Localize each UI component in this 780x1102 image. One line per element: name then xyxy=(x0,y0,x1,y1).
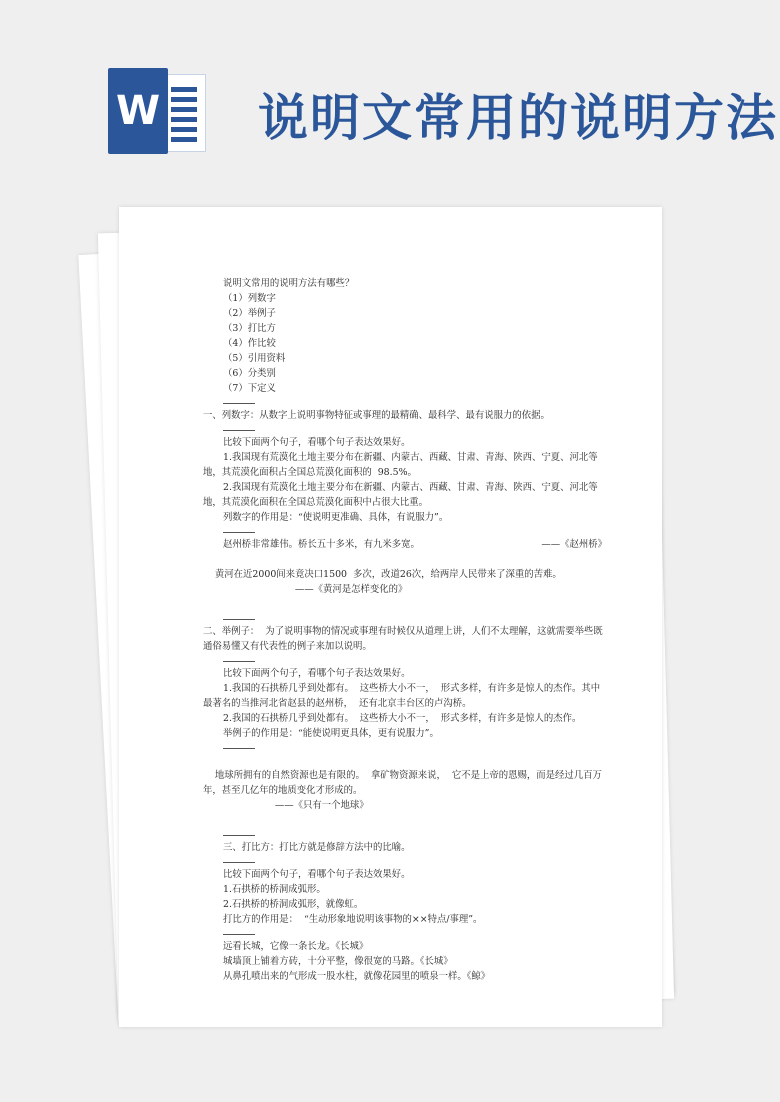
example-sentence: 1.石拱桥的桥洞成弧形。 xyxy=(223,884,326,895)
quote-line: 城墙顶上铺着方砖，十分平整，像很宽的马路。《长城》 xyxy=(223,956,453,967)
section-heading: 一、列数字：从数字上说明事物特征或事理的最精确、最科学、最有说服力的依据。 xyxy=(203,410,550,421)
divider xyxy=(223,835,255,836)
method-item: （5）引用资料 xyxy=(223,353,286,364)
quote-line: 从鼻孔喷出来的气形成一股水柱，就像花园里的喷泉一样。《鲸》 xyxy=(223,971,491,982)
method-item: （4）作比较 xyxy=(223,338,276,349)
compare-text: 比较下面两个句子，看哪个句子表达效果好。 xyxy=(223,437,411,448)
divider xyxy=(223,430,255,431)
document-content xyxy=(203,276,607,984)
divider xyxy=(223,403,255,404)
divider xyxy=(223,532,255,533)
compare-text: 比较下面两个句子，看哪个句子表达效果好。 xyxy=(223,869,411,880)
quote-line xyxy=(203,552,607,612)
example-sentence: 2.石拱桥的桥洞成弧形，就像虹。 xyxy=(223,899,364,910)
quote-text: 地球所拥有的自然资源也是有限的。 拿矿物资源来说， 它不是上帝的恩赐，而是经过几百万年，甚至几亿年的地质变化才形成的。 xyxy=(203,770,602,796)
question: 说明文常用的说明方法有哪些？ xyxy=(223,278,355,289)
method-item: （2）举例子 xyxy=(223,308,276,319)
example-sentence: 1.我国现有荒漠化土地主要分布在新疆、内蒙古、西藏、甘肃、青海、陕西、宁夏、河北等地，其荒漠化面积占全国总荒漠化面积的 98.5%。 xyxy=(203,452,598,478)
word-icon xyxy=(108,68,206,154)
example-sentence: 1.我国的石拱桥几乎到处都有。 这些桥大小不一， 形式多样，有许多是惊人的杰作。其中最著名的当推河北省赵县的赵州桥， 还有北京丰台区的卢沟桥。 xyxy=(203,683,601,709)
divider xyxy=(223,619,255,620)
divider xyxy=(223,748,255,749)
section-heading: 三、打比方：打比方就是修辞方法中的比喻。 xyxy=(223,842,411,853)
quote-line xyxy=(203,753,607,828)
divider xyxy=(223,862,255,863)
quote-source: ——《黄河是怎样变化的》 xyxy=(294,584,408,595)
role-text: 列数字的作用是：“使说明更准确、具体，有说服力”。 xyxy=(223,512,449,523)
divider xyxy=(223,934,255,935)
method-item: （3）打比方 xyxy=(223,323,276,334)
quote-line: 远看长城，它像一条长龙。《长城》 xyxy=(223,941,369,952)
method-item: （6）分类别 xyxy=(223,368,276,379)
page-title: 说明文常用的说明方法 xyxy=(258,88,778,147)
quote-source: ——《赵州桥》 xyxy=(541,539,607,550)
divider xyxy=(223,661,255,662)
role-text: 举例子的作用是：“能使说明更具体，更有说服力”。 xyxy=(223,728,439,739)
section-heading: 二、举例子： 为了说明事物的情况或事理有时候仅从道理上讲，人们不太理解，这就需要举些既通俗易懂又有代表性的例子来加以说明。 xyxy=(203,626,603,652)
quote-line xyxy=(203,537,607,552)
header xyxy=(0,0,780,200)
method-item: （1）列数字 xyxy=(223,293,276,304)
example-sentence: 2.我国的石拱桥几乎到处都有。 这些桥大小不一， 形式多样，有许多是惊人的杰作。 xyxy=(223,713,582,724)
method-item: （7）下定义 xyxy=(223,383,276,394)
role-text: 打比方的作用是： “生动形象地说明该事物的××特点/事理”。 xyxy=(223,914,483,925)
compare-text: 比较下面两个句子，看哪个句子表达效果好。 xyxy=(223,668,411,679)
word-logo-letter: W xyxy=(108,68,168,154)
quote-text: 赵州桥非常雄伟。桥长五十多米，有九米多宽。 xyxy=(223,539,420,550)
quote-source: ——《只有一个地球》 xyxy=(274,800,369,811)
example-sentence: 2.我国现有荒漠化土地主要分布在新疆、内蒙古、西藏、甘肃、青海、陕西、宁夏、河北等地，其荒漠化面积在全国总荒漠化面积中占很大比重。 xyxy=(203,482,598,508)
quote-text: 黄河在近2000间来竟决口1500 多次，改道26次，给两岸人民带来了深重的苦难。 xyxy=(214,569,562,580)
